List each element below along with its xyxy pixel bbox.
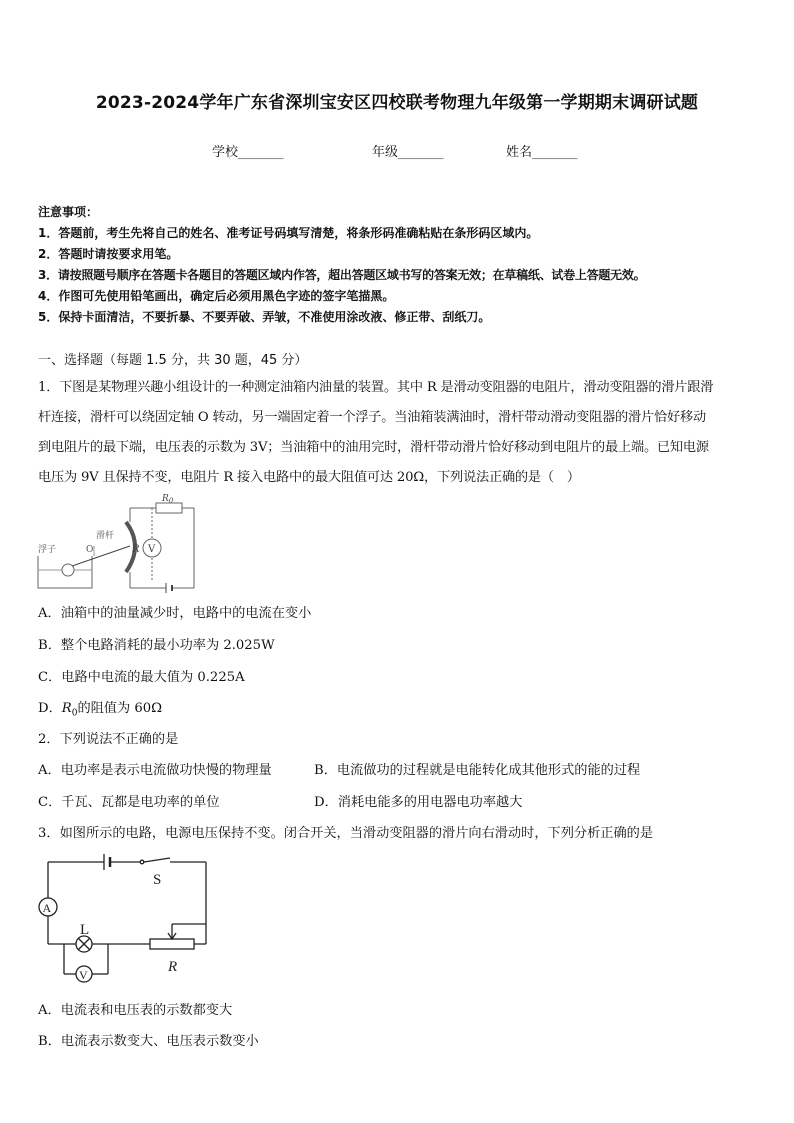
q1-fig-float-label: 浮子: [38, 545, 57, 555]
notice-heading: 注意事项：: [38, 205, 99, 219]
q1-option-d: [38, 697, 162, 719]
q1-option-b: B．整个电路消耗的最小功率为 2.025W: [38, 638, 275, 653]
q1-oil-gauge-figure: [34, 490, 204, 595]
notice-item: 2．答题时请按要求用笔。: [38, 247, 179, 261]
q2-option-a: A．电功率是表示电流做功快慢的物理量: [38, 763, 272, 778]
page-title: 2023-2024学年广东省深圳宝安区四校联考物理九年级第一学期期末调研试题: [95, 93, 699, 113]
q1-option-d-prefix: D．: [38, 701, 62, 716]
q1-stem-line: 1．下图是某物理兴趣小组设计的一种测定油箱内油量的装置。其中 R 是滑动变阻器的电阻片，滑动变阻器的滑片跟滑: [38, 380, 714, 395]
school-field: 学校_______: [212, 145, 284, 160]
q1-option-d-symbol: R: [61, 701, 72, 716]
notice-item: 5．保持卡面清洁，不要折暴、不要弄破、弄皱，不准使用涂改液、修正带、刮纸刀。: [38, 310, 491, 324]
notice-item: 4．作图可先使用铅笔画出，确定后必须用黑色字迹的签字笔描黑。: [38, 289, 395, 303]
q3-circuit-figure: [36, 848, 214, 990]
q1-option-d-subscript: 0: [71, 708, 78, 719]
q3-option-a: A．电流表和电压表的示数都变大: [38, 1003, 233, 1018]
name-field: 姓名_______: [506, 145, 578, 160]
q1-option-d-text: 的阻值为 60Ω: [77, 701, 163, 716]
q3-fig-rheostat-label: R: [168, 959, 178, 975]
q1-fig-r-label: R: [132, 544, 140, 555]
section-heading: 一、选择题（每题 1.5 分，共 30 题，45 分）: [38, 353, 308, 368]
grade-field: 年级_______: [372, 145, 444, 160]
q3-fig-lamp-label: L: [80, 922, 90, 938]
q1-fig-lever-label: 滑杆: [96, 531, 115, 541]
q1-stem-line: 杆连接，滑杆可以绕固定轴 O 转动，另一端固定着一个浮子。当油箱装满油时，滑杆带动滑动变阻器的滑片恰好移动: [38, 410, 706, 425]
q2-stem: 2．下列说法不正确的是: [38, 732, 179, 747]
notice-item: 3．请按照题号顺序在答题卡各题目的答题区域内作答，超出答题区域书写的答案无效；在草稿纸、试卷上答题无效。: [38, 268, 646, 282]
q1-stem-line: 电压为 9V 且保持不变，电阻片 R 接入电路中的最大阻值可达 20Ω，下列说法正确的是（ ）: [38, 470, 580, 485]
q3-fig-voltmeter-label: V: [79, 968, 88, 982]
q1-fig-voltmeter-label: V: [148, 544, 156, 555]
q3-fig-ammeter-label: A: [42, 901, 52, 915]
q3-stem: 3．如图所示的电路，电源电压保持不变。闭合开关，当滑动变阻器的滑片向右滑动时，下列分析正确的是: [38, 826, 654, 841]
q2-option-d: D．消耗电能多的用电器电功率越大: [314, 795, 523, 810]
q2-option-c: C．千瓦、瓦都是电功率的单位: [38, 795, 220, 810]
q3-option-b: B．电流表示数变大、电压表示数变小: [38, 1034, 259, 1049]
q1-fig-r0-label: $R_0$: [162, 494, 174, 505]
q3-fig-switch-label: S: [153, 872, 162, 888]
q1-fig-pivot-label: O: [86, 545, 94, 555]
notice-item: 1．答题前，考生先将自己的姓名、准考证号码填写清楚，将条形码准确粘贴在条形码区域内。: [38, 226, 539, 240]
q1-stem-line: 到电阻片的最下端，电压表的示数为 3V；当油箱中的油用完时，滑杆带动滑片恰好移动到电阻片的最上端。已知电源: [38, 440, 709, 455]
q2-option-b: B．电流做功的过程就是电能转化成其他形式的能的过程: [314, 763, 641, 778]
q1-option-c: C．电路中电流的最大值为 0.225A: [38, 670, 245, 685]
q1-option-a: A．油箱中的油量减少时，电路中的电流在变小: [38, 606, 312, 621]
